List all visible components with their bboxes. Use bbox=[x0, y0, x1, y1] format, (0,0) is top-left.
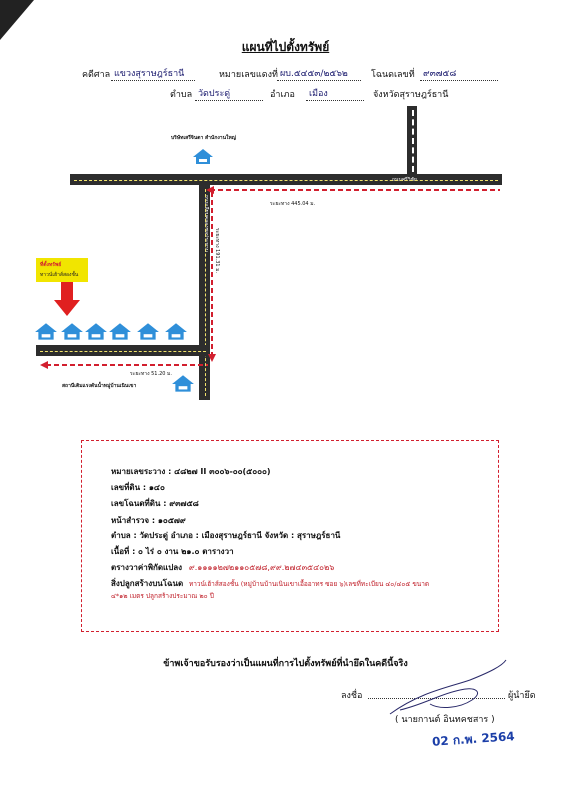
coords-label: ตรางวาค่าพิกัดแปลง bbox=[111, 563, 183, 572]
route-path-bottom bbox=[38, 360, 210, 370]
sign-suffix: ผู้นำยึด bbox=[508, 691, 536, 701]
property-marker-box bbox=[36, 258, 88, 282]
deed-number: เลขโฉนดที่ดิน : ๙๓๗๕๘ bbox=[111, 499, 199, 508]
company-label: บริษัทเสรีจินดา สำนักงานใหญ่ bbox=[171, 135, 237, 141]
townhouse-icon bbox=[34, 322, 58, 342]
townhouse-icon bbox=[136, 322, 160, 342]
subdistrict-value: วัดประดู่ bbox=[195, 86, 263, 101]
route-path bbox=[200, 186, 500, 376]
deed-label: โฉนดเลขที่ bbox=[371, 70, 415, 80]
side-road-label: ถนนเลียบคลองชลประทาน bbox=[203, 195, 209, 253]
scan-corner bbox=[0, 0, 40, 40]
coords-value: ๙.๑๑๑๑๒๗๒๑๑๐๕๗๘,๙๙.๒๗๔๓๕๔๐๒๖ bbox=[188, 563, 335, 572]
property-marker-title: ที่ตั้งทรัพย์ bbox=[40, 262, 62, 268]
land-number: เลขที่ดิน : ๑๔๐ bbox=[111, 483, 165, 492]
building-value-2: ๔*๑๒ เมตร ปลูกสร้างประมาณ ๒๐ ปี bbox=[111, 592, 214, 600]
coords-line bbox=[111, 561, 334, 574]
distance-vertical: ระยะทาง 191.31 ม. bbox=[214, 228, 220, 274]
district-value: เมือง bbox=[306, 86, 364, 101]
main-road-label: ถนนศรีวิชัย bbox=[392, 177, 417, 183]
location-line: ตำบล : วัดประดู่ อำเภอ : เมืองสุราษฎร์ธานี จังหวัด : สุราษฎร์ธานี bbox=[111, 531, 341, 540]
distance-top: ระยะทาง 445.04 ม. bbox=[270, 201, 316, 207]
building-label: สิ่งปลูกสร้างบนโฉนด bbox=[111, 579, 184, 588]
townhouse-icon bbox=[60, 322, 84, 342]
townhouse-icon bbox=[108, 322, 132, 342]
province-label: จังหวัดสุราษฎร์ธานี bbox=[373, 90, 449, 100]
deed-value: ๙๓๗๕๘ bbox=[420, 66, 498, 81]
townhouse-icon bbox=[164, 322, 188, 342]
townhouse-icon bbox=[84, 322, 108, 342]
distance-bottom: ระยะทาง 51.20 ม. bbox=[130, 371, 172, 377]
building-value-1: ทาวน์เฮ้าส์สองชั้น (หมู่บ้านบ้านเนินเขาเอื้ออาทร ซอย ๖)เลขที่ทะเบียน ๔๐/๔๐๕ ขนาด bbox=[188, 580, 430, 588]
page-title: แผนที่ไปตั้งทรัพย์ bbox=[241, 40, 330, 54]
building-line bbox=[111, 577, 429, 590]
court-value: แขวงสุราษฎร์ธานี bbox=[111, 66, 195, 81]
area-line: เนื้อที่ : ๐ ไร่ ๐ งาน ๒๑.๐ ตารางวา bbox=[111, 547, 234, 556]
soi-road bbox=[36, 345, 210, 356]
property-arrow-icon bbox=[52, 282, 82, 318]
signer-name: ( นายกานต์ อินทคชสาร ) bbox=[395, 715, 495, 725]
property-marker-subtitle: ทาวน์เฮ้าส์สองชั้น bbox=[40, 272, 79, 278]
landmark-label: สถานีเติมแรงดันน้ำหมู่บ้านเนินเขา bbox=[62, 383, 137, 389]
landmark-building-icon bbox=[171, 374, 195, 394]
road-north-branch bbox=[407, 106, 417, 176]
date-stamp: 02 ก.พ. 2564 bbox=[431, 729, 516, 749]
certification-statement: ข้าพเจ้าขอรับรองว่าเป็นแผนที่การไปตั้งทรัพย์ที่นำยึดในคดีนี้จริง bbox=[163, 659, 408, 669]
district-label: อำเภอ bbox=[270, 90, 295, 100]
case-value: ผบ.๕๔๕๓/๒๕๖๒ bbox=[277, 66, 361, 81]
company-building-icon bbox=[192, 148, 214, 166]
sign-label: ลงชื่อ bbox=[341, 691, 363, 701]
survey-page: หน้าสำรวจ : ๑๐๕๗๙ bbox=[111, 516, 186, 525]
main-road bbox=[70, 174, 502, 185]
subdistrict-label: ตำบล bbox=[170, 90, 193, 100]
survey-number: หมายเลขระวาง : ๔๘๒๗ II ๓๐๐๖-๐๐(๕๐๐๐) bbox=[111, 467, 271, 476]
case-label: หมายเลขแดงที่ bbox=[219, 70, 278, 80]
court-label: คดีศาล bbox=[82, 70, 111, 80]
